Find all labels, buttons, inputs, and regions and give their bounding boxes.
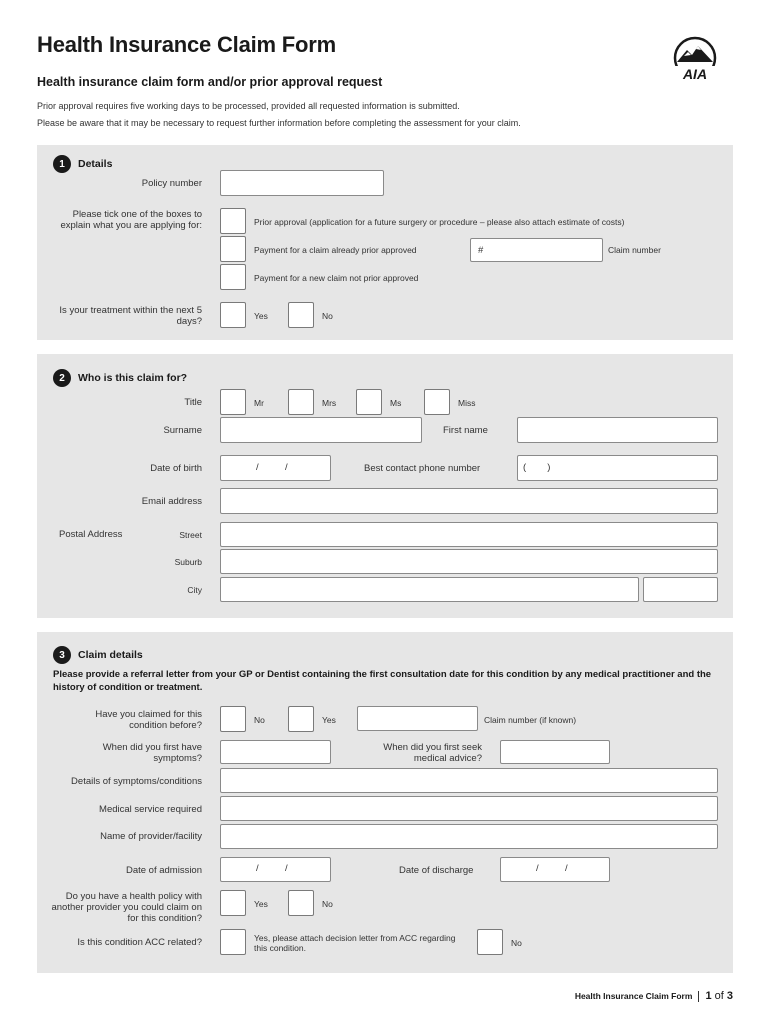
payment-prior-approved-checkbox[interactable]: [220, 236, 246, 262]
other-policy-yes-checkbox[interactable]: [220, 890, 246, 916]
admission-date-input[interactable]: [220, 857, 331, 882]
claim-number-input[interactable]: [470, 238, 603, 262]
claimed-before-label: Have you claimed for this condition before?: [95, 709, 202, 731]
postal-address-label: Postal Address: [59, 529, 123, 540]
first-name-input[interactable]: [517, 417, 718, 443]
first-symptoms-label: When did you first have symptoms?: [102, 742, 202, 764]
within-5-days-no-checkbox[interactable]: [288, 302, 314, 328]
provider-input[interactable]: [220, 824, 718, 849]
first-advice-input[interactable]: [500, 740, 610, 764]
city-input[interactable]: [220, 577, 639, 602]
street-input[interactable]: [220, 522, 718, 547]
email-input[interactable]: [220, 488, 718, 514]
payment-new-claim-label: Payment for a new claim not prior approved: [254, 273, 419, 283]
within-5-days-yes-checkbox[interactable]: [220, 302, 246, 328]
within-5-days-no-label: No: [322, 311, 333, 321]
payment-new-claim-checkbox[interactable]: [220, 264, 246, 290]
discharge-date-format: / /: [536, 863, 568, 874]
acc-yes-label: Yes, please attach decision letter from ACC regarding this condition.: [254, 933, 456, 953]
title-ms-checkbox[interactable]: [356, 389, 382, 415]
symptoms-details-label: Details of symptoms/conditions: [71, 776, 202, 787]
symptoms-details-input[interactable]: [220, 768, 718, 793]
email-label: Email address: [141, 496, 202, 507]
page-current: 1: [705, 990, 712, 1002]
section-1-number: 1: [53, 155, 71, 173]
acc-related-label: Is this condition ACC related?: [77, 937, 202, 948]
section-1-title: Details: [78, 158, 113, 170]
acc-no-checkbox[interactable]: [477, 929, 503, 955]
section-2-title: Who is this claim for?: [78, 372, 188, 384]
page-total: 3: [726, 990, 733, 1002]
intro-text-1: Prior approval requires five working days to be processed, provided all requested information is submitted.: [37, 101, 460, 111]
tick-instruction-label: Please tick one of the boxes to explain what you are applying for:: [60, 209, 202, 231]
phone-label: Best contact phone number: [364, 463, 481, 474]
prior-approval-label: Prior approval (application for a future surgery or procedure – please also attach estimate of costs): [254, 217, 625, 227]
referral-letter-note: Please provide a referral letter from your GP or Dentist containing the first consultation date for this condition by any medical practitioner and the history of condition or treatment.: [53, 669, 712, 693]
previous-claim-number-input[interactable]: [357, 706, 478, 731]
claimed-before-yes-label: Yes: [322, 715, 336, 725]
other-policy-no-checkbox[interactable]: [288, 890, 314, 916]
intro-text-2: Please be aware that it may be necessary to request further information before completing the assessment for your claim.: [37, 118, 521, 128]
policy-number-input[interactable]: [220, 170, 384, 196]
footer-divider: [698, 991, 699, 1002]
medical-service-input[interactable]: [220, 796, 718, 821]
claimed-before-no-checkbox[interactable]: [220, 706, 246, 732]
city-label: City: [187, 585, 202, 595]
admission-date-format: / /: [256, 863, 288, 874]
page-title: Health Insurance Claim Form: [37, 32, 337, 57]
postcode-input[interactable]: [643, 577, 718, 602]
medical-service-label: Medical service required: [99, 804, 202, 815]
section-2-number: 2: [53, 369, 71, 387]
treatment-within-5-days-label: Is your treatment within the next 5 days?: [59, 305, 202, 327]
payment-prior-approved-label: Payment for a claim already prior approved: [254, 245, 417, 255]
title-miss-checkbox[interactable]: [424, 389, 450, 415]
title-mrs-label: Mrs: [322, 398, 337, 408]
page-number: [705, 990, 733, 1002]
surname-input[interactable]: [220, 417, 422, 443]
page-of: of: [714, 990, 724, 1002]
prior-approval-checkbox[interactable]: [220, 208, 246, 234]
section-3-title: Claim details: [78, 649, 143, 661]
dob-date-format: / /: [256, 462, 288, 473]
suburb-label: Suburb: [174, 557, 202, 567]
provider-label: Name of provider/facility: [100, 831, 202, 842]
claimed-before-yes-checkbox[interactable]: [288, 706, 314, 732]
claim-hash-label: #: [478, 245, 484, 256]
title-mrs-checkbox[interactable]: [288, 389, 314, 415]
page-footer: [575, 990, 733, 1002]
title-ms-label: Ms: [390, 398, 402, 408]
street-label: Street: [179, 530, 202, 540]
title-mr-checkbox[interactable]: [220, 389, 246, 415]
logo-text: AIA: [682, 66, 708, 82]
first-symptoms-input[interactable]: [220, 740, 331, 764]
section-3-number: 3: [53, 646, 71, 664]
other-policy-no-label: No: [322, 899, 333, 909]
other-policy-label: Do you have a health policy with another provider you could claim on for this condition?: [51, 891, 202, 924]
acc-no-label: No: [511, 938, 522, 948]
phone-input[interactable]: [517, 455, 718, 481]
acc-yes-checkbox[interactable]: [220, 929, 246, 955]
claim-number-label: Claim number: [608, 245, 661, 255]
title-label: Title: [184, 397, 202, 408]
claim-number-known-label: Claim number (if known): [484, 715, 577, 725]
suburb-input[interactable]: [220, 549, 718, 574]
other-policy-yes-label: Yes: [254, 899, 268, 909]
title-miss-label: Miss: [458, 398, 476, 408]
title-mr-label: Mr: [254, 398, 264, 408]
discharge-date-label: Date of discharge: [399, 865, 474, 876]
first-name-label: First name: [443, 425, 488, 436]
footer-form-name: Health Insurance Claim Form: [574, 991, 693, 1001]
policy-number-label: Policy number: [141, 178, 202, 189]
aia-logo-icon: [670, 36, 720, 84]
surname-label: Surname: [163, 425, 202, 436]
within-5-days-yes-label: Yes: [254, 311, 268, 321]
claimed-before-no-label: No: [254, 715, 265, 725]
phone-format: ( ): [523, 462, 551, 473]
date-of-birth-label: Date of birth: [150, 463, 202, 474]
date-of-birth-input[interactable]: [220, 455, 331, 481]
discharge-date-input[interactable]: [500, 857, 610, 882]
first-advice-label: When did you first seek medical advice?: [383, 742, 482, 764]
admission-date-label: Date of admission: [125, 865, 202, 876]
page-subtitle: Health insurance claim form and/or prior approval request: [37, 75, 383, 89]
